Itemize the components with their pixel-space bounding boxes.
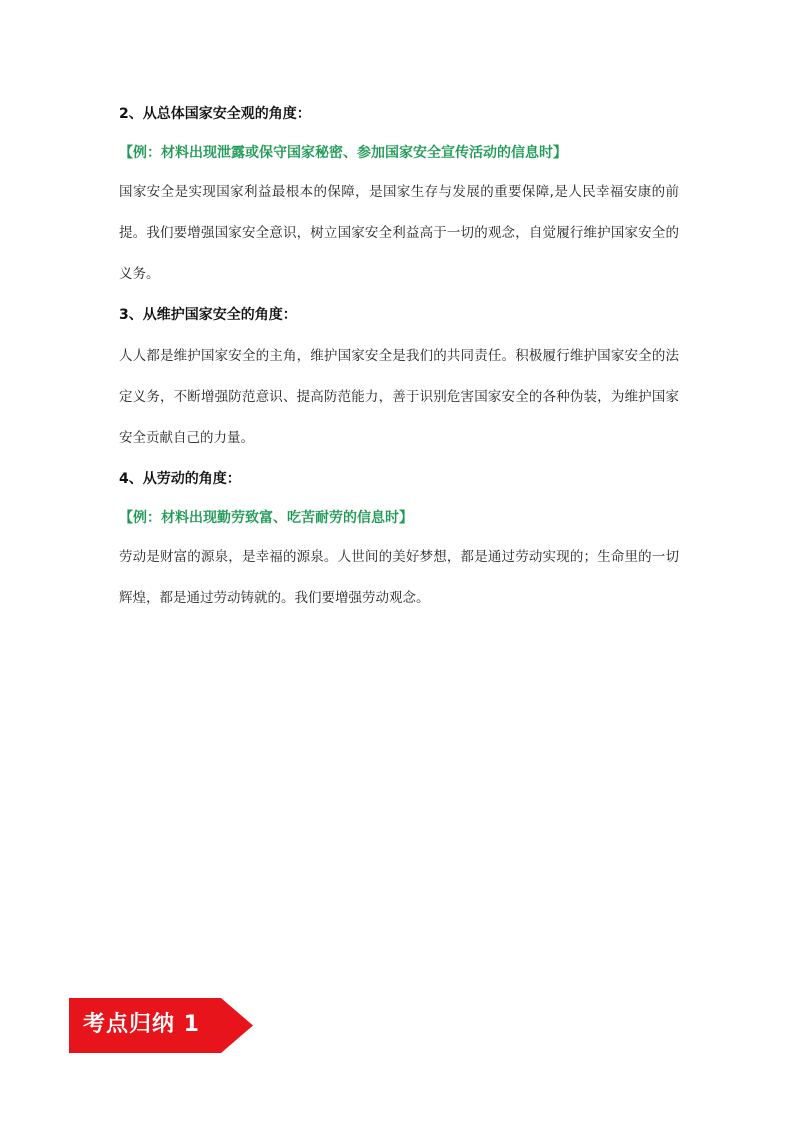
example-note: 【例：材料出现泄露或保守国家秘密、参加国家安全宣传活动的信息时】: [119, 145, 567, 161]
section-paragraph: 国家安全是实现国家利益最根本的保障，是国家生存与发展的重要保障,是人民幸福安康的前提。我们要增强国家安全意识，树立国家安全利益高于一切的观念，自觉履行维护国家安全的义务。: [119, 184, 679, 282]
section-maintain-national-security: [119, 305, 679, 459]
document-body: [119, 104, 679, 629]
section-paragraph: 劳动是财富的源泉，是幸福的源泉。人世间的美好梦想，都是通过劳动实现的；生命里的一切辉煌，都是通过劳动铸就的。我们要增强劳动观念。: [119, 549, 679, 606]
section-heading: 4、从劳动的角度：: [119, 471, 241, 487]
section-paragraph: 人人都是维护国家安全的主角，维护国家安全是我们的共同责任。积极履行维护国家安全的法定义务，不断增强防范意识、提高防范能力，善于识别危害国家安全的各种伪装，为维护国家安全贡献自己的力量。: [119, 348, 679, 446]
example-note: 【例：材料出现勤劳致富、吃苦耐劳的信息时】: [119, 510, 413, 526]
key-point-banner: [69, 998, 253, 1053]
section-labor: [119, 469, 679, 619]
section-national-security-concept: [119, 104, 679, 295]
section-heading: 3、从维护国家安全的角度：: [119, 307, 297, 323]
section-heading: 2、从总体国家安全观的角度：: [119, 106, 311, 122]
banner-label: 考点归纳 1: [83, 1012, 200, 1037]
